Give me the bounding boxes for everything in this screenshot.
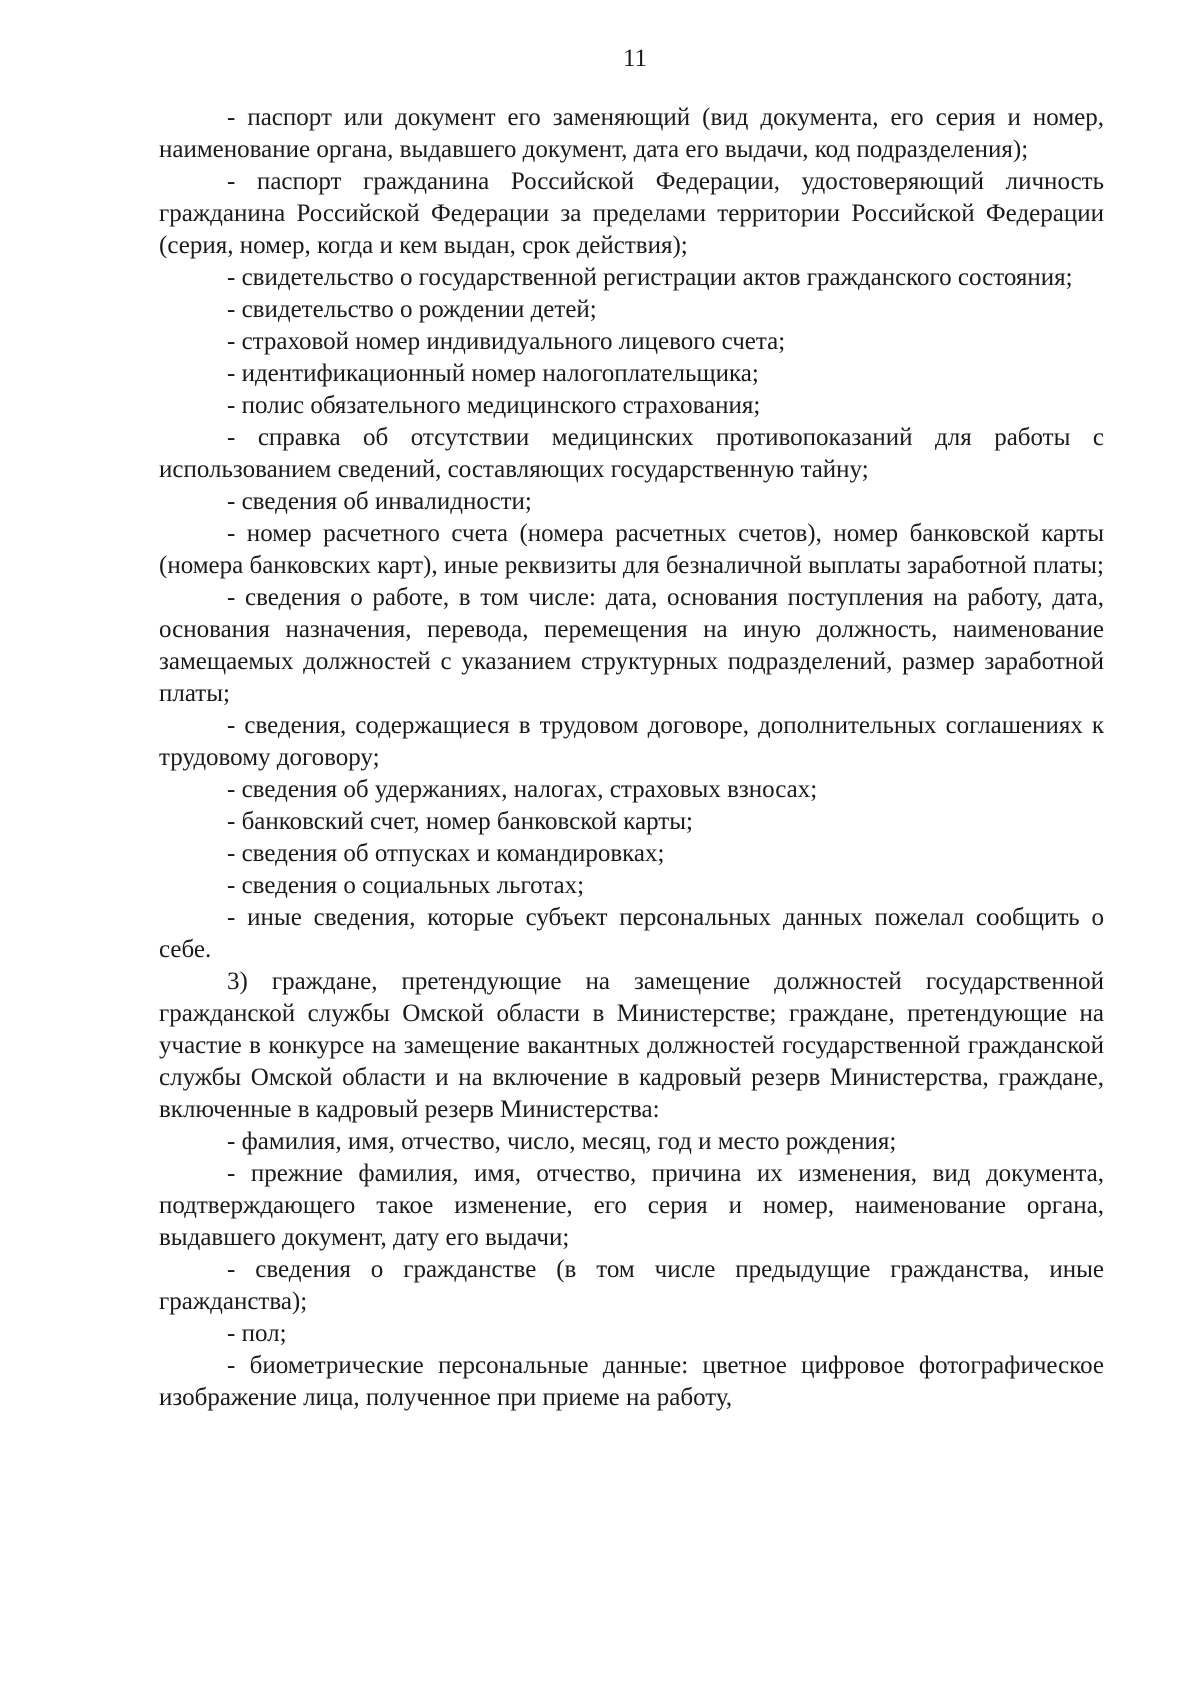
paragraph: - свидетельство о государственной регистрации актов гражданского состояния;	[227, 264, 1073, 291]
paragraph: - сведения об отпусках и командировках;	[227, 840, 665, 867]
paragraph: - полис обязательного медицинского страхования;	[227, 392, 761, 419]
paragraph: - фамилия, имя, отчество, число, месяц, год и место рождения;	[227, 1128, 897, 1155]
paragraph: - сведения, содержащиеся в трудовом договоре, дополнительных соглашениях к трудовому договору;	[159, 712, 1104, 771]
paragraph: - сведения о работе, в том числе: дата, основания поступления на работу, дата, основания назначения, перевода, перемещения на иную должность, наименование замещаемых должностей с указанием структурных подразделений, размер заработной платы;	[159, 584, 1104, 707]
paragraph: 3) граждане, претендующие на замещение должностей государственной гражданской службы Омской области в Министерстве; граждане, претендующие на участие в конкурсе на замещение вакантных должностей государственной гражданской службы Омской области и на включение в кадровый резерв Министерства, граждане, включенные в кадровый резерв Министерства:	[159, 968, 1104, 1123]
paragraph: - иные сведения, которые субъект персональных данных пожелал сообщить о себе.	[159, 904, 1104, 963]
paragraph: - сведения о гражданстве (в том числе предыдущие гражданства, иные гражданства);	[159, 1256, 1104, 1315]
paragraph: - паспорт гражданина Российской Федерации, удостоверяющий личность гражданина Российской Федерации за пределами территории Российской Федерации (серия, номер, когда и кем выдан, срок действия);	[159, 168, 1104, 259]
paragraph: - сведения об удержаниях, налогах, страховых взносах;	[227, 776, 818, 803]
paragraph: - паспорт или документ его заменяющий (вид документа, его серия и номер, наименование органа, выдавшего документ, дата его выдачи, код подразделения);	[159, 104, 1104, 163]
paragraph: - сведения о социальных льготах;	[227, 872, 585, 899]
paragraph: - сведения об инвалидности;	[227, 488, 532, 515]
paragraph: - номер расчетного счета (номера расчетных счетов), номер банковской карты (номера банковских карт), иные реквизиты для безналичной выплаты заработной платы;	[159, 520, 1104, 579]
paragraph: - идентификационный номер налогоплательщика;	[227, 360, 759, 387]
paragraph: - свидетельство о рождении детей;	[227, 296, 597, 323]
paragraph: - биометрические персональные данные: цветное цифровое фотографическое изображение лица, полученное при приеме на работу,	[159, 1352, 1104, 1411]
paragraph: - справка об отсутствии медицинских противопоказаний для работы с использованием сведений, составляющих государственную тайну;	[159, 424, 1104, 483]
paragraph: - банковский счет, номер банковской карты;	[227, 808, 693, 835]
paragraph: - прежние фамилия, имя, отчество, причина их изменения, вид документа, подтверждающего такое изменение, его серия и номер, наименование органа, выдавшего документ, дату его выдачи;	[159, 1160, 1104, 1251]
page-number: 11	[622, 45, 648, 72]
document-body	[159, 102, 1104, 1414]
paragraph: - пол;	[227, 1320, 287, 1347]
paragraph: - страховой номер индивидуального лицевого счета;	[227, 328, 786, 355]
